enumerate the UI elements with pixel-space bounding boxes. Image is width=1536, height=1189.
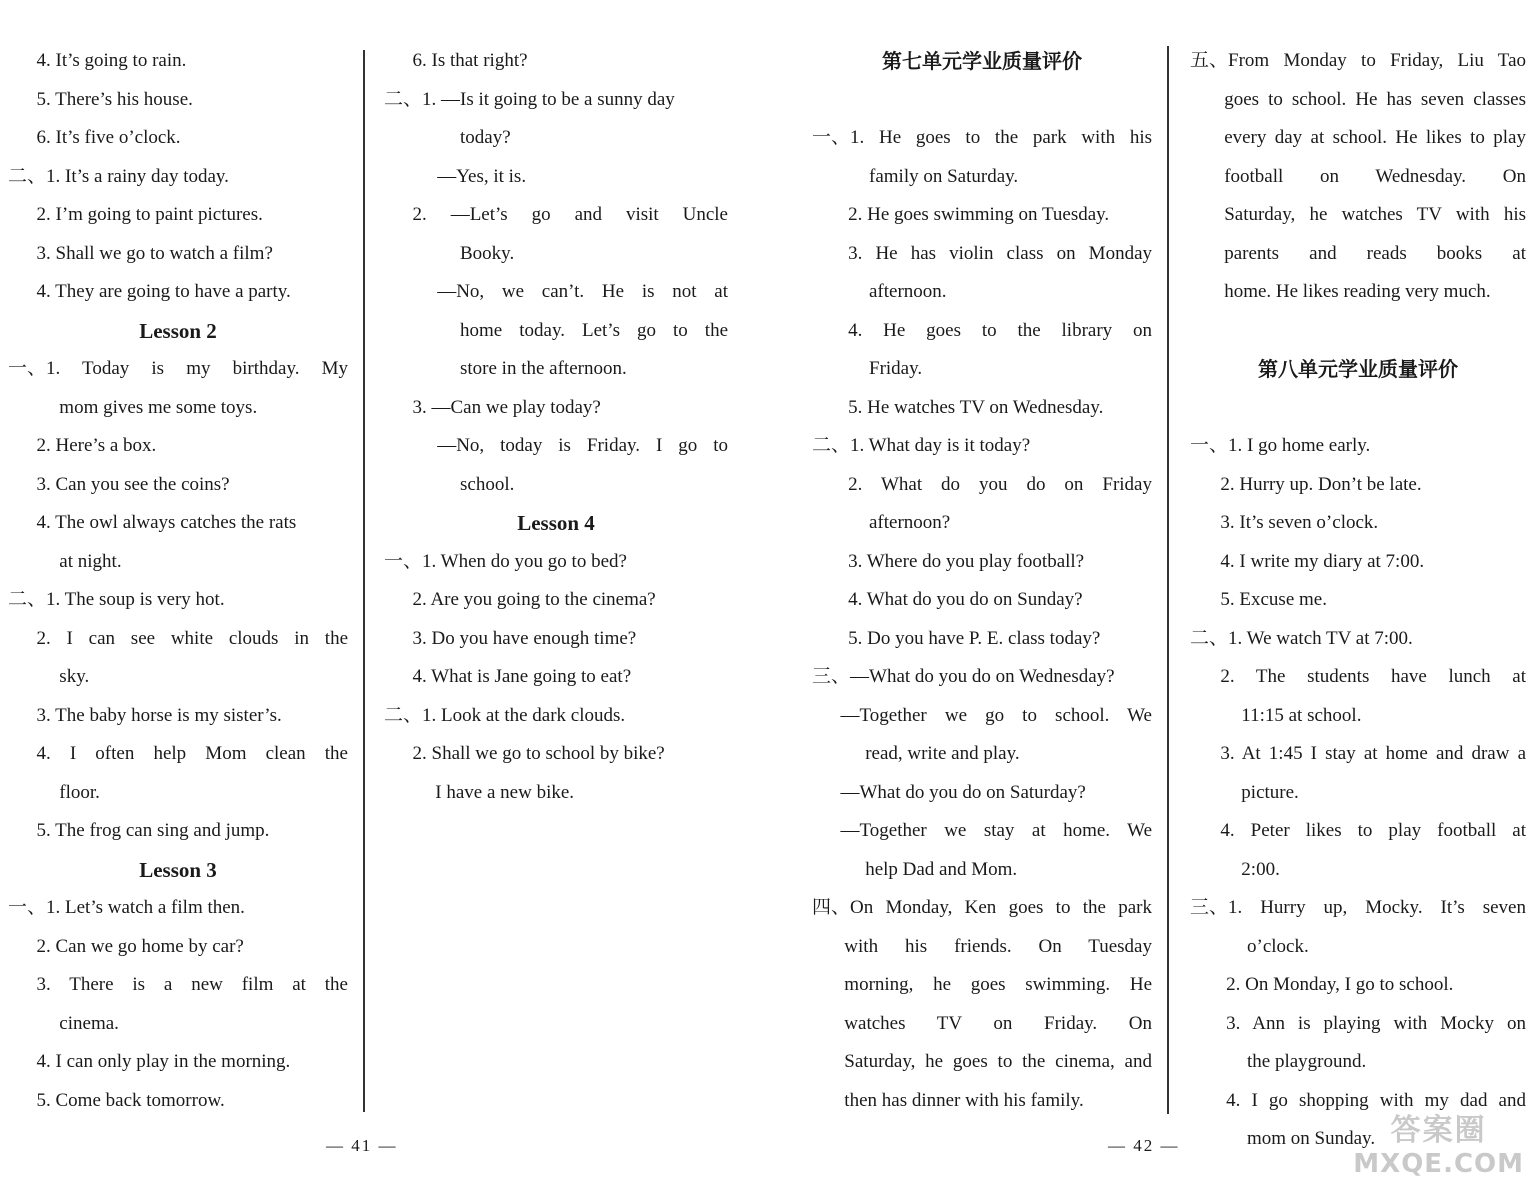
- answer-line: [8, 466, 348, 505]
- answer-line: [812, 158, 1152, 197]
- section-marker: 二、: [812, 435, 851, 456]
- answer-line: [812, 81, 1152, 120]
- section-marker: 三、: [1190, 897, 1229, 918]
- watermark-logo: 答案圈: [1390, 1113, 1487, 1148]
- line-text: floor.: [59, 781, 100, 803]
- line-text: football on Wednesday. On: [1224, 165, 1526, 187]
- answer-line: [1190, 966, 1526, 1005]
- answer-line: [1190, 812, 1526, 851]
- section-marker: 二、: [384, 704, 423, 726]
- section-marker: 三、: [812, 666, 851, 687]
- line-text: Saturday, he watches TV with his: [1224, 204, 1526, 225]
- line-text: the playground.: [1247, 1051, 1367, 1072]
- line-text: morning, he goes swimming. He: [844, 974, 1152, 995]
- answer-line: [384, 581, 728, 620]
- answer-line: [8, 1082, 348, 1121]
- answer-line: [1190, 119, 1526, 158]
- answer-line: [1190, 273, 1526, 312]
- line-text: On Monday, Ken goes to the park: [850, 897, 1152, 918]
- line-text: 2. He goes swimming on Tuesday.: [848, 204, 1110, 225]
- line-text: 4. I write my diary at 7:00.: [1220, 550, 1425, 572]
- answer-line: [1190, 235, 1526, 274]
- answer-line: [384, 389, 728, 428]
- section-marker: 四、: [812, 897, 851, 918]
- section-marker: 二、: [8, 589, 47, 610]
- line-text: 2. I’m going to paint pictures.: [36, 204, 263, 225]
- line-text: —What do you do on Wednesday?: [850, 666, 1115, 687]
- line-text: 1. It’s a rainy day today.: [46, 165, 229, 187]
- answer-line: [384, 620, 728, 659]
- line-text: 5. The frog can sing and jump.: [36, 820, 270, 841]
- answer-line: [812, 928, 1152, 967]
- line-text: 6. It’s five o’clock.: [36, 127, 181, 148]
- line-text: 第八单元学业质量评价: [1258, 357, 1458, 381]
- line-text: 11:15 at school.: [1241, 704, 1362, 726]
- line-text: 5. Come back tomorrow.: [36, 1089, 225, 1111]
- answer-line: [8, 1005, 348, 1044]
- answer-line: [1190, 466, 1526, 505]
- line-text: 1. The soup is very hot.: [46, 589, 225, 610]
- line-text: 3. Ann is playing with Mocky on: [1226, 1012, 1526, 1034]
- answer-line: [8, 735, 348, 774]
- line-text: 2. Shall we go to school by bike?: [412, 743, 665, 764]
- answer-line: [384, 466, 728, 505]
- line-text: I have a new bike.: [435, 781, 575, 803]
- answer-line: [1190, 658, 1526, 697]
- line-text: Lesson 4: [517, 511, 595, 535]
- line-text: 5. There’s his house.: [36, 88, 193, 110]
- line-text: read, write and play.: [865, 743, 1020, 764]
- section-marker: 一、: [8, 897, 47, 918]
- answer-line: [8, 812, 348, 851]
- answer-line: [812, 196, 1152, 235]
- answer-line: [812, 774, 1152, 813]
- answer-line: [1190, 620, 1526, 659]
- answer-line: [812, 581, 1152, 620]
- section-heading: [812, 42, 1152, 81]
- answer-line: [384, 81, 728, 120]
- section-marker: 二、: [384, 88, 423, 110]
- answer-line: [812, 620, 1152, 659]
- line-text: 2. The students have lunch at: [1220, 666, 1526, 687]
- line-text: 2. Can we go home by car?: [36, 935, 244, 957]
- line-text: home today. Let’s go to the: [460, 319, 728, 341]
- answer-line: [384, 543, 728, 582]
- line-text: store in the afternoon.: [460, 358, 627, 379]
- line-text: with his friends. On Tuesday: [844, 935, 1152, 957]
- answer-line: [8, 427, 348, 466]
- line-text: afternoon?: [869, 512, 951, 533]
- line-text: 3. —Can we play today?: [412, 396, 601, 418]
- line-text: 5. Do you have P. E. class today?: [848, 627, 1101, 649]
- section-marker: 一、: [384, 550, 423, 572]
- answer-line: [8, 350, 348, 389]
- answer-line: [384, 735, 728, 774]
- line-text: 2. I can see white clouds in the: [36, 627, 348, 649]
- line-text: —No, today is Friday. I go to: [437, 435, 728, 456]
- section-marker: 一、: [1190, 435, 1229, 456]
- answer-line: [812, 966, 1152, 1005]
- line-text: 6. Is that right?: [412, 50, 528, 71]
- answer-line: [384, 196, 728, 235]
- answer-line: [812, 1082, 1152, 1121]
- watermark-url: MXQE.COM: [1353, 1149, 1524, 1179]
- line-text: 2. Are you going to the cinema?: [412, 589, 656, 610]
- line-text: then has dinner with his family.: [844, 1089, 1084, 1111]
- line-text: 4. It’s going to rain.: [36, 50, 187, 71]
- answer-line: [1190, 1005, 1526, 1044]
- line-text: —What do you do on Saturday?: [840, 781, 1086, 803]
- line-text: Lesson 2: [139, 318, 217, 343]
- line-text: Friday.: [869, 358, 923, 379]
- answer-line: [812, 851, 1152, 890]
- page-number-right: — 42 —: [1108, 1136, 1180, 1155]
- line-text: at night.: [59, 550, 122, 572]
- line-text: 1. Hurry up, Mocky. It’s seven: [1228, 897, 1526, 918]
- answer-line: [8, 928, 348, 967]
- answer-line: [384, 658, 728, 697]
- answer-line: [384, 427, 728, 466]
- line-text: 3. At 1:45 I stay at home and draw a: [1220, 743, 1526, 764]
- answer-line: [812, 812, 1152, 851]
- line-text: family on Saturday.: [869, 165, 1019, 187]
- answer-line: [384, 235, 728, 274]
- answer-line: [812, 504, 1152, 543]
- line-text: 2. Hurry up. Don’t be late.: [1220, 473, 1422, 495]
- section-marker: 二、: [1190, 627, 1229, 649]
- column-divider: [1167, 46, 1169, 1114]
- answer-line: [8, 620, 348, 659]
- section-marker: 五、: [1190, 50, 1229, 71]
- answer-line: [812, 735, 1152, 774]
- answer-line: [8, 42, 348, 81]
- answer-line: [384, 119, 728, 158]
- answer-line: [8, 543, 348, 582]
- answer-line: [1190, 851, 1526, 890]
- line-text: 1. I go home early.: [1228, 435, 1371, 456]
- line-text: 1. Let’s watch a film then.: [46, 897, 245, 918]
- answer-line: [8, 119, 348, 158]
- line-text: 2. Here’s a box.: [36, 435, 157, 456]
- line-text: 1. We watch TV at 7:00.: [1228, 627, 1413, 649]
- line-text: 1. He goes to the park with his: [850, 127, 1152, 148]
- section-heading: [8, 851, 348, 890]
- line-text: today?: [460, 127, 511, 148]
- line-text: parents and reads books at: [1224, 242, 1526, 264]
- line-text: 1. —Is it going to be a sunny day: [422, 88, 675, 110]
- line-text: afternoon.: [869, 281, 947, 302]
- answer-line: [384, 774, 728, 813]
- section-marker: 一、: [8, 358, 47, 379]
- section-heading: [384, 504, 728, 543]
- line-text: 3. Where do you play football?: [848, 550, 1085, 572]
- line-text: sky.: [59, 666, 90, 687]
- line-text: 2. What do you do on Friday: [848, 473, 1152, 495]
- line-text: 4. I can only play in the morning.: [36, 1051, 291, 1072]
- line-text: school.: [460, 473, 515, 495]
- column-1: [8, 42, 348, 1120]
- line-text: 1. When do you go to bed?: [422, 550, 627, 572]
- line-text: 3. Do you have enough time?: [412, 627, 637, 649]
- answer-line: [1190, 543, 1526, 582]
- answer-line: [8, 196, 348, 235]
- line-text: Lesson 3: [139, 857, 217, 882]
- answer-line: [8, 697, 348, 736]
- line-text: 4. I go shopping with my dad and: [1226, 1089, 1526, 1111]
- answer-line: [1190, 158, 1526, 197]
- answer-line: [8, 966, 348, 1005]
- answer-line: [812, 312, 1152, 351]
- answer-line: [384, 350, 728, 389]
- answer-line: [8, 235, 348, 274]
- section-marker: 一、: [812, 127, 851, 148]
- answer-line: [812, 389, 1152, 428]
- answer-line: [812, 235, 1152, 274]
- answer-line: [812, 1005, 1152, 1044]
- line-text: 2. —Let’s go and visit Uncle: [412, 204, 728, 225]
- line-text: 2:00.: [1241, 858, 1280, 880]
- answer-line: [1190, 735, 1526, 774]
- answer-line: [812, 350, 1152, 389]
- answer-line: [1190, 928, 1526, 967]
- answer-line: [8, 81, 348, 120]
- section-marker: 二、: [8, 165, 47, 187]
- answer-line: [1190, 389, 1526, 428]
- line-text: 4. I often help Mom clean the: [36, 743, 348, 764]
- line-text: 2. On Monday, I go to school.: [1226, 974, 1454, 995]
- answer-line: [812, 543, 1152, 582]
- answer-line: [1190, 427, 1526, 466]
- line-text: 第七单元学业质量评价: [882, 49, 1082, 73]
- line-text: 4. They are going to have a party.: [36, 281, 291, 302]
- answer-line: [812, 658, 1152, 697]
- line-text: watches TV on Friday. On: [844, 1012, 1152, 1034]
- column-3: [812, 42, 1152, 1120]
- line-text: —Together we go to school. We: [840, 704, 1152, 726]
- line-text: 3. Shall we go to watch a film?: [36, 242, 273, 264]
- line-text: 4. He goes to the library on: [848, 319, 1152, 341]
- section-heading: [1190, 350, 1526, 389]
- answer-line: [1190, 504, 1526, 543]
- line-text: —Yes, it is.: [437, 165, 527, 187]
- answer-line: [8, 504, 348, 543]
- column-divider: [363, 50, 365, 1112]
- answer-line: [8, 158, 348, 197]
- answer-line: [8, 889, 348, 928]
- line-text: o’clock.: [1247, 935, 1309, 957]
- line-text: goes to school. He has seven classes: [1224, 88, 1526, 110]
- line-text: cinema.: [59, 1012, 119, 1034]
- answer-line: [8, 273, 348, 312]
- line-text: home. He likes reading very much.: [1224, 281, 1491, 302]
- line-text: 1. Today is my birthday. My: [46, 358, 348, 379]
- answer-line: [8, 774, 348, 813]
- answer-line: [812, 466, 1152, 505]
- line-text: 5. He watches TV on Wednesday.: [848, 396, 1104, 418]
- line-text: 1. Look at the dark clouds.: [422, 704, 626, 726]
- line-text: 3. Can you see the coins?: [36, 473, 230, 495]
- line-text: mom on Sunday.: [1247, 1128, 1376, 1149]
- line-text: 3. He has violin class on Monday: [848, 242, 1152, 264]
- answer-line: [812, 427, 1152, 466]
- line-text: 5. Excuse me.: [1220, 589, 1327, 610]
- answer-line: [1190, 312, 1526, 351]
- line-text: 3. There is a new film at the: [36, 974, 348, 995]
- answer-line: [1190, 81, 1526, 120]
- answer-line: [1190, 774, 1526, 813]
- section-heading: [8, 312, 348, 351]
- line-text: Saturday, he goes to the cinema, and: [844, 1051, 1152, 1072]
- answer-line: [384, 273, 728, 312]
- answer-line: [8, 658, 348, 697]
- answer-line: [8, 389, 348, 428]
- column-2: [384, 42, 728, 812]
- answer-line: [1190, 889, 1526, 928]
- answer-line: [812, 273, 1152, 312]
- answer-line: [812, 889, 1152, 928]
- line-text: 1. What day is it today?: [850, 435, 1031, 456]
- answer-line: [8, 1043, 348, 1082]
- line-text: mom gives me some toys.: [59, 396, 258, 418]
- line-text: From Monday to Friday, Liu Tao: [1228, 50, 1526, 71]
- answer-line: [384, 158, 728, 197]
- answer-line: [8, 581, 348, 620]
- answer-line: [384, 42, 728, 81]
- line-text: 4. What is Jane going to eat?: [412, 666, 632, 687]
- column-4: [1190, 42, 1526, 1159]
- line-text: every day at school. He likes to play: [1224, 127, 1526, 148]
- line-text: 3. The baby horse is my sister’s.: [36, 704, 282, 726]
- answer-line: [812, 1043, 1152, 1082]
- answer-line: [1190, 1043, 1526, 1082]
- line-text: 3. It’s seven o’clock.: [1220, 512, 1379, 533]
- line-text: —No, we can’t. He is not at: [437, 281, 728, 302]
- line-text: 4. The owl always catches the rats: [36, 512, 297, 533]
- answer-line: [384, 697, 728, 736]
- watermark: [1353, 1105, 1524, 1179]
- line-text: —Together we stay at home. We: [840, 820, 1152, 841]
- answer-line: [812, 697, 1152, 736]
- answer-line: [812, 119, 1152, 158]
- line-text: picture.: [1241, 781, 1299, 803]
- answer-line: [1190, 697, 1526, 736]
- line-text: 4. What do you do on Sunday?: [848, 589, 1083, 610]
- line-text: 4. Peter likes to play football at: [1220, 820, 1526, 841]
- line-text: Booky.: [460, 242, 515, 264]
- answer-line: [1190, 42, 1526, 81]
- page-number-left: — 41 —: [326, 1136, 398, 1155]
- answer-line: [384, 312, 728, 351]
- answer-line: [1190, 581, 1526, 620]
- answer-line: [1190, 196, 1526, 235]
- line-text: help Dad and Mom.: [865, 858, 1018, 880]
